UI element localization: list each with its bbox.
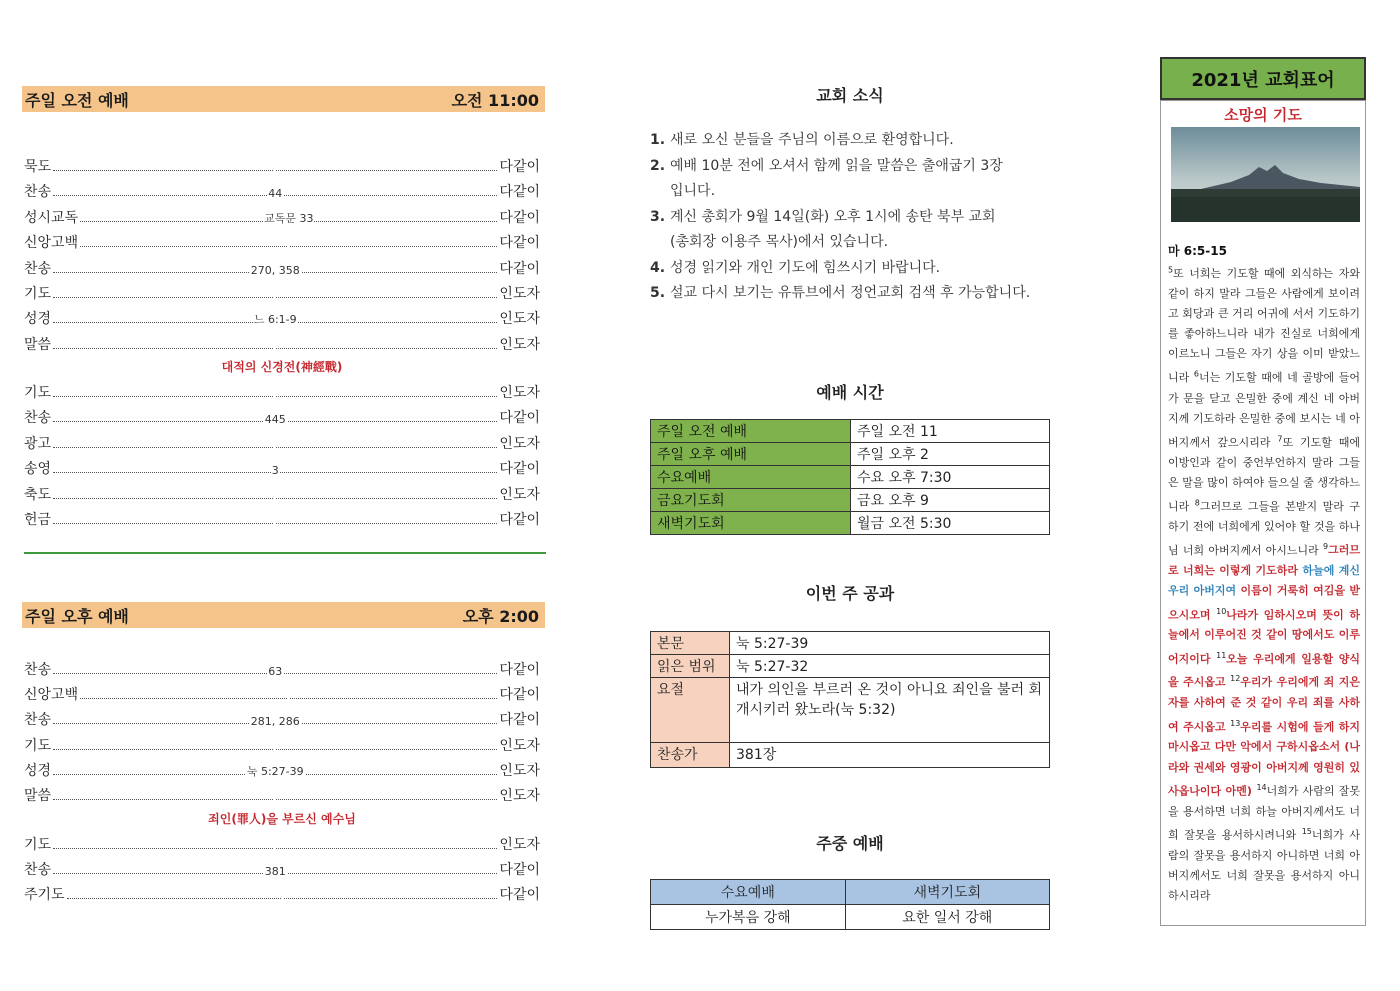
afternoon-service-header [22,602,545,628]
order-item-detail [53,340,497,353]
dotted-leader [53,187,497,201]
order-item-detail [53,388,497,401]
prayer-title: 소망의 기도 [1224,106,1302,124]
schedule-table [650,419,1050,535]
order-row [24,682,540,704]
schedule-time: 월금 오전 5:30 [851,512,1050,535]
order-item-detail [53,791,497,804]
order-item-name: 기도 [24,737,52,754]
mountain-landscape-image [1171,127,1360,222]
dotted-leader [53,748,497,750]
news-item [650,128,1090,154]
motto-title: 2021년 교회표어 [1160,57,1366,100]
verse-number: 5 [1168,265,1174,274]
order-item-detail [80,238,497,251]
order-item-name: 기도 [24,385,52,401]
verse-highlight-red: 그러므로 너희는 이렇게 기도하라 [1168,543,1360,578]
order-item-leader: 다같이 [499,687,540,704]
verse-number: 9 [1323,542,1329,552]
order-row [24,431,540,453]
order-row [24,456,540,478]
news-item-text [670,128,954,154]
order-item-detail-text [274,840,276,853]
weekday-value-wed: 누가복음 강해 [651,905,846,930]
news-item-text [670,205,996,256]
section-divider [24,552,546,554]
order-item-name: 찬송 [24,184,52,201]
order-item-leader: 인도자 [499,336,540,353]
news-list [650,128,1090,307]
news-item-line: 설교 다시 보기는 유튜브에서 정언교회 검색 후 가능합니다. [670,285,1031,301]
lesson-row [651,632,1050,655]
order-item-detail [53,162,497,175]
order-item-name: 찬송 [24,662,52,678]
order-item-detail [53,264,497,277]
order-item-name: 송영 [24,461,52,478]
dotted-leader [53,764,497,778]
dotted-leader [53,865,497,879]
order-item-name: 신앙고백 [24,687,79,704]
dotted-leader [80,211,497,225]
order-item-name: 묵도 [24,159,52,175]
verse-number: 11 [1216,650,1227,660]
news-item-number: 5. [650,285,666,301]
verse-number: 10 [1216,606,1227,616]
order-item-detail [53,715,497,728]
news-item-line: 입니다. [670,183,716,199]
order-item-detail [53,289,497,302]
verse-number: 6 [1193,369,1199,379]
morning-service-header [22,86,545,112]
schedule-service: 주일 오전 예배 [651,420,851,443]
order-item-leader: 다같이 [499,712,540,729]
order-item-detail-text [274,741,276,754]
order-row [24,832,540,854]
verse-reference: 마 6:5-15 [1168,244,1227,258]
order-item-detail-text: 3 [271,464,279,478]
verse-plain-text: 너는 기도할 때에 네 골방에 들어가 문을 닫고 은밀한 중에 계신 네 아버지께 기도하라 은밀한 중에 보시는 네 아버지께서 갚으시리라 [1168,371,1361,449]
news-item [650,256,1090,282]
order-item-detail [53,741,497,754]
lesson-label: 찬송가 [651,743,730,768]
weekday-title: 주중 예배 [816,834,884,853]
lesson-title: 이번 주 공과 [805,584,895,603]
verse-number: 12 [1230,674,1241,684]
weekday-value-dawn: 요한 일서 강해 [845,905,1049,930]
order-row [24,882,540,904]
lesson-value: 381장 [730,743,1050,768]
order-item-name: 기도 [24,837,52,853]
order-row [24,154,540,176]
news-item-text [670,154,1003,205]
order-row [24,256,540,278]
order-item-leader: 다같이 [499,887,540,904]
order-item-name: 헌금 [24,512,52,528]
verse-plain-text: 또 기도할 때에 이방인과 같이 중언부언하지 말라 그들은 말을 많이 하여야 들으실 줄 생각하느니라 [1168,435,1360,513]
order-item-detail [53,413,497,426]
verse-highlight-blue: 하늘에 계신 우리 아버지여 [1168,564,1360,598]
schedule-row [651,420,1050,443]
dotted-leader [53,169,497,171]
afternoon-service-time: 오후 2:00 [462,606,539,626]
order-item-name: 말씀 [24,336,52,353]
news-item-line: 계신 총회가 9월 14일(화) 오후 1시에 송탄 북부 교회 [670,208,996,225]
order-row [24,507,540,529]
verse-number: 14 [1256,782,1267,792]
schedule-service: 수요예배 [651,466,851,489]
order-item-leader: 다같이 [499,184,540,201]
order-item-detail-text: 63 [268,665,283,678]
weekday-header-wed: 수요예배 [651,880,846,905]
dotted-leader [80,245,497,247]
order-item-detail-text [274,289,276,302]
dotted-leader [80,697,497,699]
order-item-name: 찬송 [24,260,52,277]
dotted-leader [53,847,497,849]
schedule-time: 주일 오전 11 [851,420,1050,443]
news-title: 교회 소식 [816,86,884,105]
lesson-value: 눅 5:27-32 [730,655,1050,678]
schedule-service: 금요기도회 [651,489,851,512]
news-item [650,205,1090,256]
order-item-detail [53,515,497,528]
order-item-detail-text [274,791,276,804]
order-item-leader: 다같이 [499,512,540,528]
order-item-detail-text [274,490,276,503]
dotted-leader [53,665,497,678]
afternoon-service-title: 주일 오후 예배 [25,606,129,626]
order-item-detail-text [288,238,290,251]
order-item-detail-text: 느 6:1-9 [253,313,297,327]
weekday-table [650,879,1050,930]
order-item-detail-text: 44 [268,187,283,201]
order-item-name: 성경 [24,311,52,328]
order-item-name: 찬송 [24,410,52,427]
order-item-leader: 인도자 [499,286,540,302]
order-item-detail-text [274,162,276,175]
news-item-line: 예배 10분 전에 오셔서 함께 읽을 말씀은 출애굽기 3장 [670,157,1003,174]
order-row [24,205,540,227]
news-item-number: 1. [650,132,666,148]
order-item-leader: 다같이 [499,159,540,175]
dotted-leader [53,798,497,800]
weekday-header-dawn: 새벽기도회 [845,880,1049,905]
order-row [24,380,540,402]
order-item-leader: 인도자 [499,737,540,754]
order-row [24,482,540,504]
lesson-label: 요절 [651,678,730,743]
lesson-label: 읽은 범위 [651,655,730,678]
lesson-row [651,678,1050,743]
schedule-row [651,466,1050,489]
order-item-detail-text [274,388,276,401]
order-item-detail-text [281,890,283,903]
order-item-name: 말씀 [24,788,52,804]
order-item-detail-text [274,340,276,353]
dotted-leader [53,446,497,448]
order-item-detail [53,464,497,477]
dotted-leader [53,347,497,349]
news-item-line: (총회장 이용주 목사)에서 있습니다. [670,234,889,250]
verse-number: 13 [1230,718,1241,728]
order-item-detail [80,690,497,703]
order-item-detail-text: 381 [264,865,286,879]
order-item-detail [80,210,497,226]
order-item-leader: 인도자 [499,486,540,503]
order-item-leader: 인도자 [499,788,540,804]
order-row [24,332,540,354]
verse-number: 15 [1301,826,1312,836]
schedule-time: 수요 오후 7:30 [851,466,1050,489]
order-item-name: 광고 [24,435,52,452]
order-item-leader: 다같이 [499,260,540,277]
morning-service-title: 주일 오전 예배 [25,90,129,110]
order-item-leader: 인도자 [499,837,540,853]
order-item-leader: 인도자 [499,435,540,452]
news-item [650,281,1090,307]
schedule-service: 새벽기도회 [651,512,851,535]
order-item-detail-text [274,515,276,528]
news-item [650,154,1090,205]
order-item-detail [53,439,497,452]
news-item-number: 2. [650,157,666,174]
lesson-label: 본문 [651,632,730,655]
order-item-detail [53,840,497,853]
lesson-row [651,655,1050,678]
order-item-detail-text: 교독문 33 [264,211,314,225]
verse-plain-text: 너희가 사람의 잘못을 용서하지 아니하면 너희 아버지께서도 너희 잘못을 용서하지 아니하시리라 [1168,828,1360,903]
order-item-leader: 인도자 [499,385,540,401]
dotted-leader [67,897,498,899]
order-item-detail-text: 281, 286 [250,715,300,729]
afternoon-sermon-title: 죄인(罪人)을 부르신 예수님 [208,812,356,826]
order-item-detail [53,311,497,327]
order-item-detail [53,865,497,878]
lesson-value: 눅 5:27-39 [730,632,1050,655]
verse-highlight-red: 오늘 우리에게 일용할 양식을 주시옵고 [1168,652,1360,690]
verse-number: 7 [1277,433,1283,443]
order-item-leader: 다같이 [499,235,540,252]
dotted-leader [53,522,497,524]
order-item-name: 찬송 [24,862,52,879]
lesson-value: 내가 의인을 부르러 온 것이 아니요 죄인을 불러 회개시키러 왔노라(눅 5:32) [730,678,1050,743]
schedule-time: 금요 오후 9 [851,489,1050,512]
order-item-detail [53,490,497,503]
order-item-name: 성경 [24,762,52,779]
schedule-row [651,512,1050,535]
order-item-detail [53,763,497,779]
order-row [24,306,540,328]
order-item-name: 찬송 [24,712,52,729]
order-item-leader: 인도자 [499,762,540,779]
order-row [24,230,540,252]
order-item-leader: 다같이 [499,862,540,879]
dotted-leader [53,715,497,729]
verse-highlight-red: 우리가 우리에게 죄 지은 자를 사하여 준 것 같이 우리 죄를 사하여 주시옵고 [1168,676,1361,734]
news-item-text [670,281,1030,307]
news-item-number: 3. [650,208,666,225]
dotted-leader [53,413,497,427]
morning-service-time: 오전 11:00 [451,90,539,110]
order-item-name: 주기도 [24,887,65,904]
order-row [24,281,540,303]
verse-highlight-red: 우리를 시험에 들게 하지 마시옵고 다만 악에서 구하시옵소서 (나라와 권세와 영광이 아버지께 영원히 있사옵나이다 아멘) [1168,720,1361,798]
order-item-name: 신앙고백 [24,235,79,252]
morning-sermon-title: 대적의 신경전(神經戰) [221,360,343,374]
order-row [24,179,540,201]
news-item-line: 성경 읽기와 개인 기도에 힘쓰시기 바랍니다. [670,259,941,276]
news-item-line: 새로 오신 분들을 주님의 이름으로 환영합니다. [670,132,954,148]
order-row [24,657,540,679]
order-row [24,857,540,879]
lesson-table [650,631,1050,768]
dotted-leader [53,263,497,277]
order-item-detail [53,665,497,678]
verse-plain-text: 또 너희는 기도할 때에 외식하는 자와 같이 하지 말라 그들은 사람에게 보이려고 회당과 큰 거리 어귀에 서서 기도하기를 좋아하느니라 내가 진실로 너희에게 이르노니 그들은 자기 상을 이미 받았느니라 [1168,266,1360,385]
order-item-leader: 인도자 [499,311,540,328]
order-item-leader: 다같이 [499,410,540,427]
order-item-leader: 다같이 [499,461,540,478]
schedule-row [651,443,1050,466]
dotted-leader [53,464,497,478]
order-item-detail-text: 270, 358 [250,263,300,277]
verse-highlight-red: 이름이 거룩히 여김을 받으시오며 [1168,584,1360,622]
order-item-detail-text: 눅 5:27-39 [246,764,304,778]
dotted-leader [53,296,497,298]
order-item-detail-text [274,439,276,452]
news-item-text [670,256,940,282]
schedule-row [651,489,1050,512]
order-item-name: 성시교독 [24,209,79,226]
order-item-name: 축도 [24,486,52,503]
dotted-leader [53,395,497,397]
order-item-detail [67,890,498,903]
order-row [24,733,540,755]
dotted-leader [53,313,497,327]
dotted-leader [53,497,497,499]
order-item-leader: 다같이 [499,209,540,226]
order-row [24,405,540,427]
verse-plain-text: 그러므로 그들을 본받지 말라 구하기 전에 너희에게 있어야 할 것을 하나님 너희 아버지께서 아시느니라 [1168,499,1361,557]
order-item-detail-text [288,690,290,703]
news-item-number: 4. [650,259,666,276]
order-row [24,783,540,805]
order-item-leader: 다같이 [499,662,540,678]
order-row [24,707,540,729]
order-item-name: 기도 [24,286,52,302]
order-row [24,758,540,780]
schedule-service: 주일 오후 예배 [651,443,851,466]
verse-text [1168,260,1360,906]
verse-highlight-red: 나라가 임하시오며 뜻이 하늘에서 이루어진 것 같이 땅에서도 이루어지이다 [1168,608,1360,666]
order-item-detail [53,187,497,200]
schedule-title: 예배 시간 [816,383,884,402]
verse-number: 8 [1194,498,1200,508]
verse-plain-text: 너희가 사람의 잘못을 용서하면 너희 하늘 아버지께서도 너희 잘못을 용서하시려니와 [1168,784,1360,842]
schedule-time: 주일 오후 2 [851,443,1050,466]
order-item-detail-text: 445 [264,413,286,427]
lesson-row [651,743,1050,768]
